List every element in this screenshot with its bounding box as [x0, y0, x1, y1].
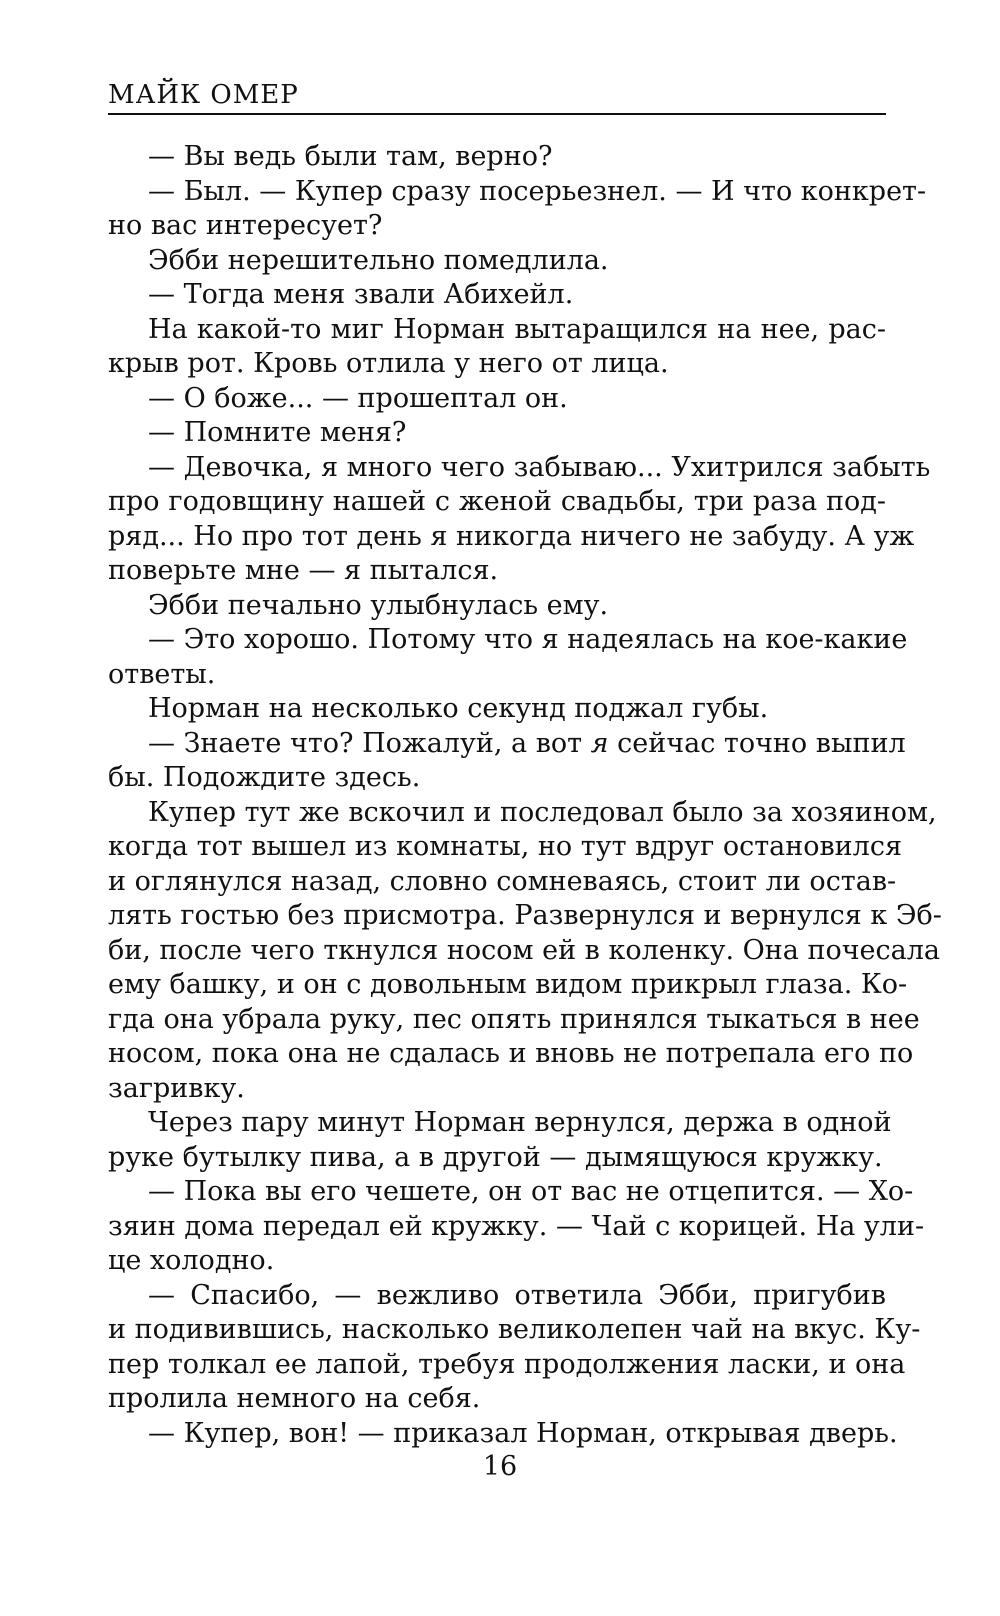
text-line: загривку. [108, 1072, 245, 1104]
text-line: Эбби печально улыбнулась ему. [148, 589, 609, 621]
text-line: лять гостью без присмотра. Развернулся и вернулся к Эб- [108, 900, 942, 931]
text-line: — О боже... — прошептал он. [148, 382, 568, 414]
text-line: На какой-то миг Норман вытаращился на нее, рас- [148, 313, 886, 345]
text-line: — Пока вы его чешете, он от вас не отцепится. — Хо- [148, 1176, 914, 1207]
text-line: гда она убрала руку, пес опять принялся тыкаться в нее [108, 1003, 920, 1035]
page-number: 16 [482, 1451, 518, 1482]
text-line: — Спасибо, — вежливо ответила Эбби, пригубив [148, 1279, 886, 1311]
text-line: когда тот вышел из комнаты, но тут вдруг остановился [108, 831, 902, 862]
text-line: но вас интересует? [108, 210, 383, 241]
text-line: — Помните меня? [148, 417, 407, 448]
text-line: — Купер, вон! — приказал Норман, открывая дверь. [148, 1417, 898, 1449]
text-line: — Девочка, я много чего забываю... Ухитрился забыть [148, 451, 931, 483]
text-line: це холодно. [108, 1245, 275, 1276]
text-line: и оглянулся назад, словно сомневаясь, стоит ли остав- [108, 865, 897, 897]
text-line: носом, пока она не сдалась и вновь не потрепала его по [108, 1038, 914, 1069]
text-line: крыв рот. Кровь отлила у него от лица. [108, 348, 669, 379]
text-line: — Это хорошо. Потому что я надеялась на кое-какие [148, 624, 908, 655]
text-line: ему башку, и он с довольным видом прикрыл глаза. Ко- [108, 969, 908, 1000]
text-line: зяин дома передал ей кружку. — Чай с корицей. На ули- [108, 1210, 925, 1242]
running-head-author: МАЙК ОМЕР [108, 80, 299, 110]
text-line: бы. Подождите здесь. [108, 762, 421, 793]
body-text [108, 140, 942, 1451]
text-line: поверьте мне — я пытался. [108, 555, 499, 586]
text-line: Эбби нерешительно помедлила. [148, 244, 609, 276]
text-line [108, 727, 906, 762]
text-line: и подивившись, насколько великолепен чай на вкус. Ку- [108, 1314, 921, 1345]
text-line: пролила немного на себя. [108, 1383, 481, 1414]
header-rule [108, 113, 886, 115]
text-line: Через пару минут Норман вернулся, держа в одной [148, 1107, 892, 1138]
text-line: про годовщину нашей с женой свадьбы, три раза под- [108, 486, 886, 517]
text-segment: — Знаете что? Пожалуй, а вот [148, 727, 591, 759]
text-line: — Был. — Купер сразу посерьезнел. — И что конкрет- [148, 175, 927, 207]
text-line: — Вы ведь были там, верно? [148, 141, 553, 172]
text-line: ответы. [108, 658, 216, 690]
text-line: ряд... Но про тот день я никогда ничего не забуду. А уж [108, 520, 915, 552]
text-line: Норман на несколько секунд поджал губы. [148, 693, 769, 724]
text-line: руке бутылку пива, а в другой — дымящуюся кружку. [108, 1141, 883, 1173]
text-line: Купер тут же вскочил и последовал было за хозяином, [148, 796, 937, 828]
text-line: — Тогда меня звали Абихейл. [148, 279, 574, 310]
text-line: би, после чего ткнулся носом ей в коленку. Она почесала [108, 934, 940, 966]
text-segment: сейчас точно выпил [608, 727, 906, 759]
italic-emphasis: я [590, 727, 609, 759]
text-line: пер толкал ее лапой, требуя продолжения ласки, и она [108, 1348, 906, 1380]
